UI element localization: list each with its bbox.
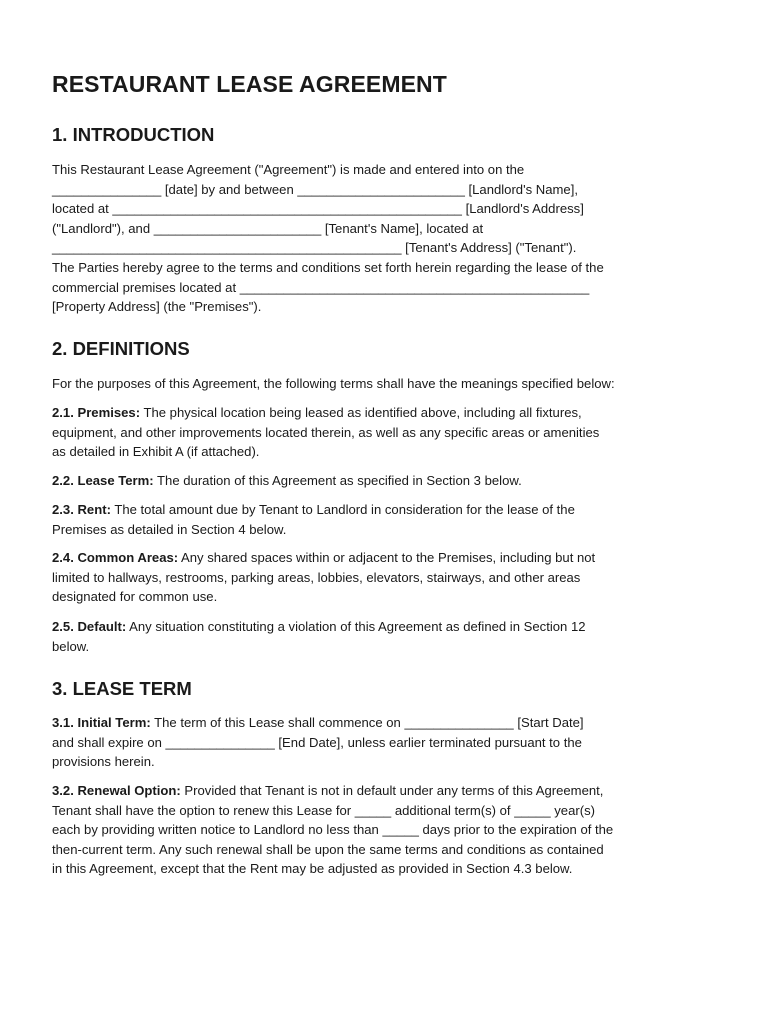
definition-label: 2.5. Default:: [52, 619, 127, 634]
text-line: _______________ [date] by and between _______________________ [Landlord's Name],: [52, 181, 578, 197]
text-line: limited to hallways, restrooms, parking areas, lobbies, elevators, stairways, and other areas: [52, 569, 581, 585]
text-line: in this Agreement, except that the Rent may be adjusted as provided in Section 4.3 below.: [52, 861, 573, 877]
text-line: ________________________________________________ [Tenant's Address] ("Tenant").: [52, 240, 577, 256]
text-line: below.: [52, 638, 90, 654]
text-line: equipment, and other improvements located therein, as well as any specific areas or amenities: [52, 424, 600, 440]
text-line: provisions herein.: [52, 754, 155, 770]
text-line: [Property Address] (the "Premises").: [52, 299, 262, 315]
text-line: located at ________________________________________________ [Landlord's Address]: [52, 201, 584, 217]
introduction-paragraph: [52, 160, 722, 317]
clause-text: The term of this Lease shall commence on _______________ [Start Date]: [150, 715, 584, 730]
clause-label: 3.2. Renewal Option:: [52, 783, 181, 798]
definition-label: 2.1. Premises:: [52, 405, 141, 420]
document-title: RESTAURANT LEASE AGREEMENT: [52, 71, 447, 97]
definition-item-premises: [52, 403, 722, 462]
definitions-intro: [52, 374, 722, 394]
lease-term-item-renewal-option: [52, 781, 722, 879]
text-line: This Restaurant Lease Agreement ("Agreement") is made and entered into on the: [52, 162, 525, 177]
text-line: [52, 617, 722, 637]
text-line: designated for common use.: [52, 589, 218, 605]
clause-text: Provided that Tenant is not in default under any terms of this Agreement,: [180, 783, 604, 798]
text-line: Tenant shall have the option to renew this Lease for _____ additional term(s) of _____ year(s): [52, 802, 595, 818]
text-line: [52, 471, 722, 491]
text-line: and shall expire on _______________ [End Date], unless earlier terminated pursuant to the: [52, 734, 582, 750]
text-line: [52, 500, 722, 520]
text-line: [52, 781, 722, 801]
text-line: each by providing written notice to Landlord no less than _____ days prior to the expiration of the: [52, 822, 614, 838]
text-line: ("Landlord"), and _______________________ [Tenant's Name], located at: [52, 220, 484, 236]
text-line: The Parties hereby agree to the terms and conditions set forth herein regarding the lease of the: [52, 259, 604, 275]
definition-text: The physical location being leased as identified above, including all fixtures,: [140, 405, 582, 420]
definition-label: 2.4. Common Areas:: [52, 550, 179, 565]
definition-text: The duration of this Agreement as specified in Section 3 below.: [153, 473, 522, 488]
text-line: [52, 713, 722, 733]
definition-item-rent: [52, 500, 722, 539]
text-line: [52, 403, 722, 423]
text-line: then-current term. Any such renewal shall be upon the same terms and conditions as contained: [52, 841, 604, 857]
definition-item-lease-term: [52, 471, 722, 491]
lease-term-item-initial-term: [52, 713, 722, 772]
text-line: commercial premises located at ________________________________________________: [52, 279, 590, 295]
text-line: as detailed in Exhibit A (if attached).: [52, 444, 260, 460]
definition-text: Any situation constituting a violation of this Agreement as defined in Section 12: [126, 619, 586, 634]
definition-text: Any shared spaces within or adjacent to the Premises, including but not: [178, 550, 596, 565]
definition-label: 2.2. Lease Term:: [52, 473, 154, 488]
definition-text: The total amount due by Tenant to Landlord in consideration for the lease of the: [110, 502, 575, 517]
text-line: For the purposes of this Agreement, the following terms shall have the meanings specified below:: [52, 376, 615, 391]
text-line: Premises as detailed in Section 4 below.: [52, 521, 287, 537]
definition-item-common-areas: [52, 548, 722, 607]
text-line: [52, 548, 722, 568]
section-heading-lease-term: 3. LEASE TERM: [52, 678, 192, 699]
definition-label: 2.3. Rent:: [52, 502, 111, 517]
section-heading-introduction: 1. INTRODUCTION: [52, 124, 215, 145]
clause-label: 3.1. Initial Term:: [52, 715, 151, 730]
section-heading-definitions: 2. DEFINITIONS: [52, 338, 190, 359]
definition-item-default: [52, 617, 722, 656]
